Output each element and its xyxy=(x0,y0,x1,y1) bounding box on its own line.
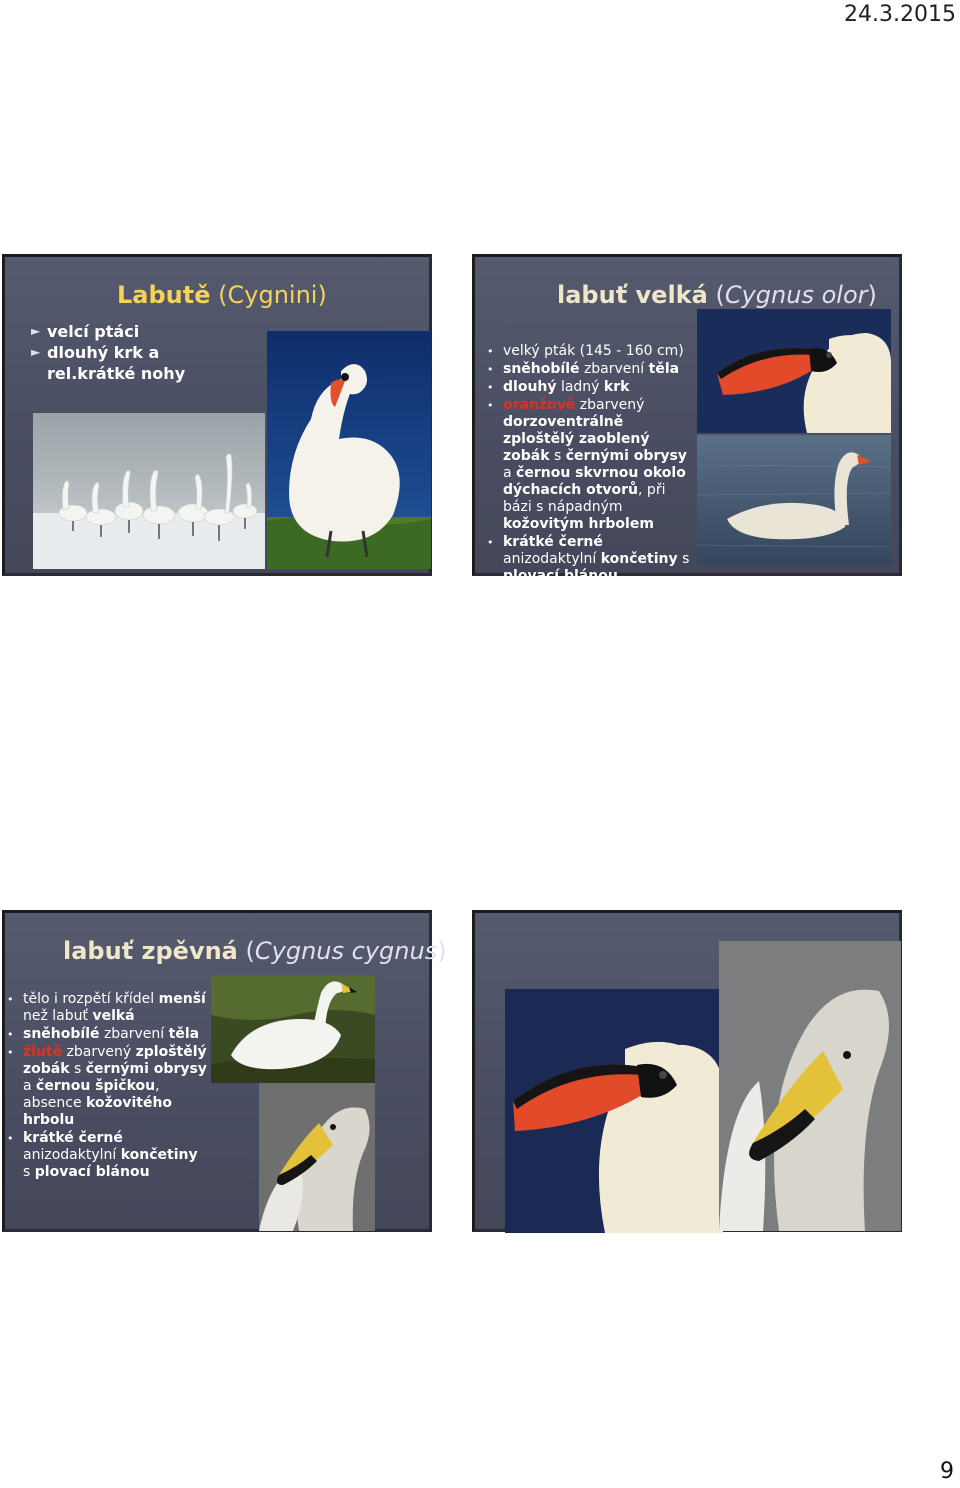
title-paren: ( xyxy=(715,281,725,309)
bold-text: plovací blánou xyxy=(34,1164,150,1180)
bold-text: končetiny xyxy=(600,551,678,567)
bold-text: krátké černé xyxy=(23,1130,123,1146)
slide-mute-swan xyxy=(472,254,902,584)
title-paren: ) xyxy=(437,937,447,965)
slide-beak-comparison xyxy=(472,910,902,1232)
bullet-item xyxy=(7,991,207,1025)
slide-whooper-swan xyxy=(2,910,447,1232)
bold-text: krk xyxy=(603,379,630,395)
mute-swan-swimming-photo xyxy=(697,435,891,565)
bullet-list xyxy=(31,321,246,384)
text-run: zbarvení xyxy=(99,1026,169,1042)
title-bold: Labutě xyxy=(117,281,211,309)
highlight-text: oranžově xyxy=(503,397,576,413)
text-run: anizodaktylní xyxy=(503,551,601,567)
bullet-item xyxy=(7,1044,207,1129)
text-run: velký pták (145 - 160 cm) xyxy=(503,343,684,359)
slide-cygnini xyxy=(2,254,432,576)
page-number: 9 xyxy=(940,1459,954,1484)
text-run: zbarvený xyxy=(575,397,645,413)
whooper-swan-beak-photo xyxy=(719,941,901,1231)
title-bold: labuť zpěvná xyxy=(63,937,238,965)
bold-text: sněhobílé xyxy=(23,1026,100,1042)
bullet-item: ► dlouhý krk a rel.krátké nohy xyxy=(31,342,246,384)
text-run: , absence xyxy=(23,1078,160,1111)
bullet-item xyxy=(487,379,692,396)
bold-text: černou skvrnou okolo dýchacích otvorů xyxy=(503,465,686,498)
text-run: a xyxy=(23,1078,37,1094)
bold-text: těla xyxy=(168,1026,200,1042)
bold-text: plovací blánou xyxy=(503,568,618,584)
title-paren: ( xyxy=(245,937,255,965)
bold-text: krátké černé xyxy=(503,534,603,550)
bold-text: velká xyxy=(92,1008,135,1024)
bullet-item xyxy=(487,397,692,533)
bullet-item xyxy=(7,1026,207,1043)
bullet-item xyxy=(487,534,692,585)
whooper-swan-resting-photo xyxy=(211,975,375,1083)
bullet-list xyxy=(7,991,207,1182)
text-run: , při bázi s nápadným xyxy=(503,482,666,515)
mute-swan-head-photo xyxy=(697,309,891,433)
text-run: s xyxy=(549,448,566,464)
text-run: tělo i rozpětí křídel xyxy=(23,991,159,1007)
slide-title xyxy=(63,937,447,965)
bold-text: kožovitého hrbolu xyxy=(23,1095,173,1128)
title-latin: Cygnus olor xyxy=(724,281,868,309)
bold-text: těla xyxy=(648,361,680,377)
text-run: zbarvený xyxy=(62,1044,136,1060)
slide-title xyxy=(557,281,877,309)
text-run: ladný xyxy=(556,379,604,395)
bold-text: černou špičkou xyxy=(36,1078,156,1094)
bold-text: zploštělý zobák xyxy=(23,1044,207,1077)
bullet-item xyxy=(7,1130,207,1181)
bold-text: dorzoventrálně zploštělý zaoblený zobák xyxy=(503,414,650,464)
text-run: s xyxy=(677,551,690,567)
bullet-item xyxy=(487,343,692,360)
bullet-item: ► velcí ptáci xyxy=(31,321,246,342)
whooper-swan-head-photo xyxy=(259,1083,375,1231)
text-run: a xyxy=(503,465,517,481)
title-latin: Cygnus cygnus xyxy=(254,937,438,965)
text-run: s xyxy=(69,1061,86,1077)
mute-swan-beak-photo xyxy=(505,989,723,1233)
text-run: než labuť xyxy=(23,1008,93,1024)
text-run: zbarvení xyxy=(579,361,649,377)
title-paren: ) xyxy=(867,281,877,309)
title-rest: (Cygnini) xyxy=(218,281,327,309)
bullet-item xyxy=(487,361,692,378)
bold-text: černými obrysy xyxy=(85,1061,207,1077)
bold-text: sněhobílé xyxy=(503,361,580,377)
bullet-list xyxy=(487,343,692,586)
slide-title xyxy=(117,281,327,309)
mute-swan-standing-photo xyxy=(267,331,431,569)
bold-text: dlouhý xyxy=(503,379,557,395)
bold-text: končetiny xyxy=(120,1147,198,1163)
bold-text: černými obrysy xyxy=(565,448,687,464)
text-run: anizodaktylní xyxy=(23,1147,121,1163)
text-run: s xyxy=(23,1164,35,1180)
swans-on-snow-photo xyxy=(33,413,265,569)
bold-text: kožovitým hrbolem xyxy=(503,516,654,532)
bold-text: menší xyxy=(158,991,206,1007)
highlight-text: žlutě xyxy=(23,1044,63,1060)
page-date: 24.3.2015 xyxy=(844,2,956,27)
title-bold: labuť velká xyxy=(557,281,708,309)
